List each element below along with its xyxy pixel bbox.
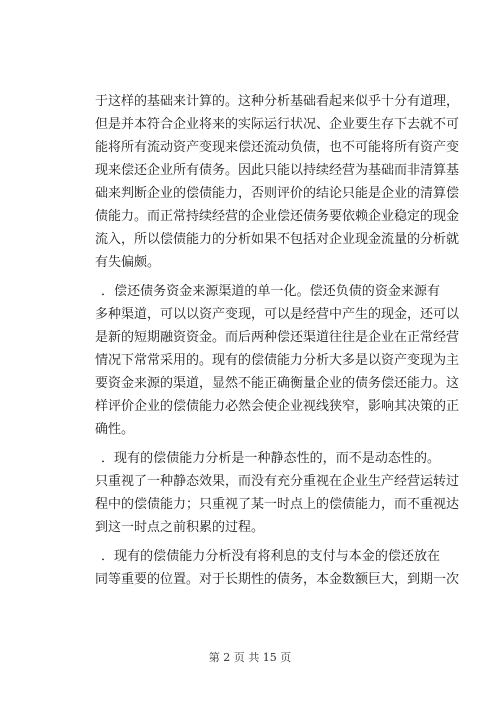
- text-line: 于这样的基础来计算的。这种分析基础看起来似乎十分有道理，: [95, 94, 460, 109]
- text-line: 有失偏颇。: [95, 255, 161, 270]
- text-line: 多种渠道，可以以资产变现，可以是经营中产生的现金，还可以: [95, 307, 460, 322]
- paragraph-first-line: ．现有的偿债能力分析是一种静态性的，而不是动态性的。: [101, 451, 440, 466]
- text-line: 到这一时点之前积累的过程。: [95, 520, 265, 535]
- text-line: 现来偿还企业所有债务。因此只能以持续经营为基础而非清算基: [95, 163, 460, 178]
- paragraph-first-line: ．偿还债务资金来源渠道的单一化。偿还负债的资金来源有: [101, 284, 440, 299]
- text-line: 能将所有流动资产变现来偿还流动负债，也不可能将所有资产变: [95, 140, 460, 155]
- text-line: 样评价企业的偿债能力必然会使企业视线狭窄，影响其决策的正: [95, 399, 460, 414]
- text-line: 要资金来源的渠道，显然不能正确衡量企业的债务偿还能力。这: [95, 376, 460, 391]
- page-number-label: 第 2 页 共 15 页: [208, 651, 292, 664]
- text-line: 程中的偿债能力；只重视了某一时点上的偿债能力，而不重视达: [95, 497, 460, 512]
- text-line: 同等重要的位置。对于长期性的债务，本金数额巨大，到期一次: [95, 572, 460, 587]
- text-line: 是新的短期融资资金。而后两种偿还渠道往往是企业在正常经营: [95, 330, 460, 345]
- text-line: 只重视了一种静态效果，而没有充分重视在企业生产经营运转过: [95, 474, 460, 489]
- page-footer: [0, 649, 500, 665]
- paragraph-first-line: ．现有的偿债能力分析没有将利息的支付与本金的偿还放在: [101, 549, 440, 564]
- text-line: 础来判断企业的偿债能力，否则评价的结论只能是企业的清算偿: [95, 186, 460, 201]
- text-line: 流入，所以偿债能力的分析如果不包括对企业现金流量的分析就: [95, 232, 460, 247]
- text-line: 债能力。而正常持续经营的企业偿还债务要依赖企业稳定的现金: [95, 209, 460, 224]
- body-text: [95, 90, 460, 591]
- text-line: 确性。: [95, 422, 135, 437]
- text-line: 情况下常常采用的。现有的偿债能力分析大多是以资产变现为主: [95, 353, 460, 368]
- text-line: 但是并本符合企业将来的实际运行状况、企业要生存下去就不可: [95, 117, 460, 132]
